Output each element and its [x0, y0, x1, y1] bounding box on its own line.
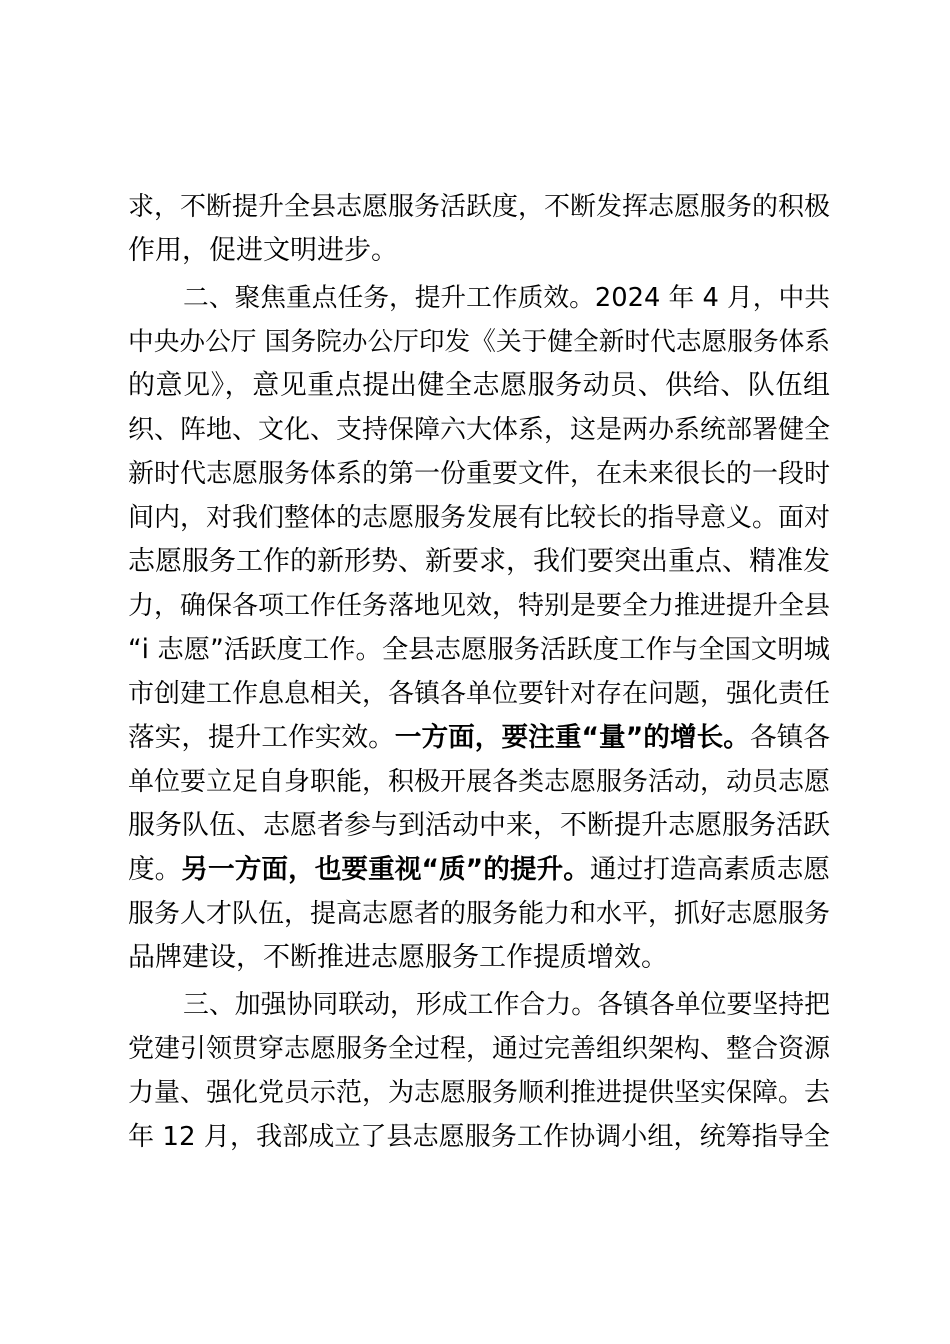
section-heading-line: 三、加强协同联动，形成工作合力。各镇各单位要坚持把 [183, 990, 830, 1020]
body-text-line: 品牌建设，不断推进志愿服务工作提质增效。 [128, 942, 668, 973]
body-text-line: 志愿服务工作的新形势、新要求，我们要突出重点、精准发 [128, 546, 830, 577]
body-text-line: “i 志愿”活跃度工作。全县志愿服务活跃度工作与全国文明城 [128, 635, 830, 665]
body-text-line: 服务队伍、志愿者参与到活动中来，不断提升志愿服务活跃 [128, 810, 830, 841]
body-text-line: 间内，对我们整体的志愿服务发展有比较长的指导意义。面对 [128, 503, 831, 533]
body-text-line: 市创建工作息息相关，各镇各单位要针对存在问题，强化责任 [128, 679, 831, 709]
body-text-line: 年 12 月，我部成立了县志愿服务工作协调小组，统筹指导全 [128, 1122, 830, 1152]
body-text-line: 服务人才队伍，提高志愿者的服务能力和水平，抓好志愿服务 [128, 899, 831, 929]
body-text-line: 的意见》，意见重点提出健全志愿服务动员、供给、队伍组 [128, 370, 830, 401]
body-text-line-mixed [128, 716, 830, 760]
body-text-line-mixed [128, 848, 830, 892]
section-heading-line: 二、聚焦重点任务，提升工作质效。2024 年 4 月，中共 [183, 283, 830, 313]
body-text-line: 织、阵地、文化、支持保障六大体系，这是两办系统部署健全 [128, 415, 831, 445]
body-text-line: 作用，促进文明进步。 [128, 235, 398, 266]
body-text-segment: 通过打造高素质志愿 [589, 854, 830, 885]
body-text-line: 中央办公厅 国务院办公厅印发《关于健全新时代志愿服务体系 [128, 327, 830, 357]
body-text-line: 求，不断提升全县志愿服务活跃度，不断发挥志愿服务的积极 [128, 192, 831, 222]
bold-emphasis-text: 另一方面，也要重视“质”的提升。 [181, 854, 590, 885]
body-text-line: 党建引领贯穿志愿服务全过程，通过完善组织架构、整合资源 [128, 1034, 831, 1064]
body-text-line: 新时代志愿服务体系的第一份重要文件，在未来很长的一段时 [128, 459, 831, 489]
body-text-line: 单位要立足自身职能，积极开展各类志愿服务活动，动员志愿 [128, 767, 831, 797]
bold-emphasis-text: 一方面，要注重“量”的增长。 [394, 722, 750, 753]
body-text-segment: 度。 [128, 854, 182, 885]
body-text-line: 力量、强化党员示范，为志愿服务顺利推进提供坚实保障。去 [128, 1078, 831, 1108]
body-text-line: 力，确保各项工作任务落地见效，特别是要全力推进提升全县 [128, 591, 831, 621]
body-text-segment: 各镇各 [749, 722, 830, 753]
body-text-segment: 落实，提升工作实效。 [128, 722, 395, 753]
